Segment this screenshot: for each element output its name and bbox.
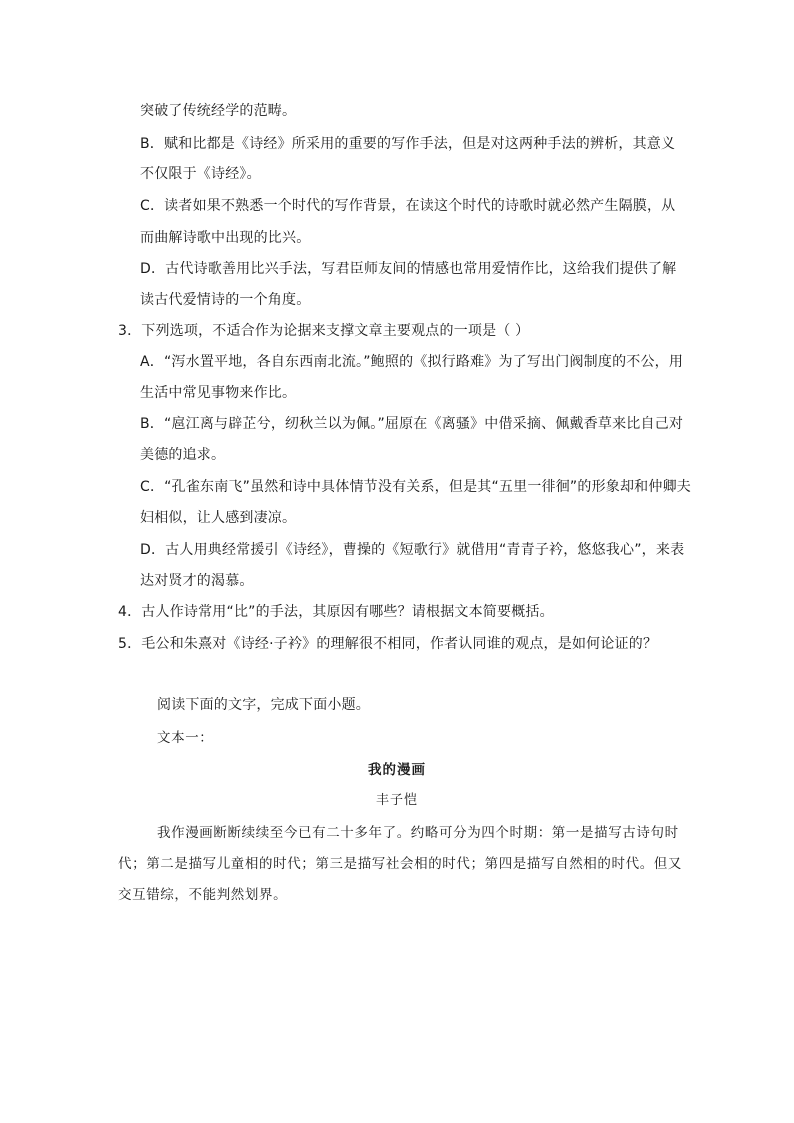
q3-option-c-line1: C．“孔雀东南飞”虽然和诗中具体情节没有关系，但是其“五里一徘徊”的形象却和仲卿夫 bbox=[140, 479, 691, 495]
q3-option-d-line1: D．古人用典经常援引《诗经》，曹操的《短歌行》就借用“青青子衿，悠悠我心”，来表 bbox=[140, 542, 685, 558]
q5-stem: 5．毛公和朱熹对《诗经·子衿》的理解很不相同，作者认同谁的观点，是如何论证的？ bbox=[118, 636, 658, 652]
q2-option-d-line1: D．古代诗歌善用比兴手法，写君臣师友间的情感也常用爱情作比，这给我们提供了解 bbox=[140, 261, 677, 277]
q3-stem: 3．下列选项，不适合作为论据来支撑文章主要观点的一项是（ ） bbox=[118, 323, 530, 339]
paragraph-line-2: 代；第二是描写儿童相的时代；第三是描写社会相的时代；第四是描写自然相的时代。但又 bbox=[118, 856, 682, 872]
text-label: 文本一： bbox=[157, 730, 214, 746]
article-author: 丰子恺 bbox=[375, 793, 418, 808]
reading-instruction: 阅读下面的文字，完成下面小题。 bbox=[157, 697, 370, 713]
q3-option-a-line2: 生活中常见事物来作比。 bbox=[140, 385, 297, 401]
q2-option-a-tail: 突破了传统经学的范畴。 bbox=[140, 103, 297, 119]
q2-option-c-line1: C．读者如果不熟悉一个时代的写作背景，在读这个时代的诗歌时就必然产生隔膜，从 bbox=[140, 198, 676, 214]
paragraph-line-1: 我作漫画断断续续至今已有二十多年了。约略可分为四个时期：第一是描写古诗句时 bbox=[157, 825, 679, 841]
q2-option-b-line2: 不仅限于《诗经》。 bbox=[140, 166, 261, 182]
q2-option-b-line1: B．赋和比都是《诗经》所采用的重要的写作手法，但是对这两种手法的辨析，其意义 bbox=[140, 136, 676, 152]
q2-option-c-line2: 而曲解诗歌中出现的比兴。 bbox=[140, 230, 311, 246]
q3-option-d-line2: 达对贤才的渴慕。 bbox=[140, 573, 254, 589]
q3-option-a-line1: A．“泻水置平地，各自东西南北流。”鲍照的《拟行路难》为了写出门阀制度的不公，用 bbox=[140, 354, 684, 370]
q3-option-b-line1: B．“扈江离与辟芷兮，纫秋兰以为佩。”屈原在《离骚》中借采摘、佩戴香草来比自己对 bbox=[140, 416, 684, 432]
q4-stem: 4．古人作诗常用“比”的手法，其原因有哪些？请根据文本简要概括。 bbox=[118, 604, 554, 620]
q2-option-d-line2: 读古代爱情诗的一个角度。 bbox=[140, 292, 311, 308]
q3-option-c-line2: 妇相似，让人感到凄凉。 bbox=[140, 510, 297, 526]
q3-option-b-line2: 美德的追求。 bbox=[140, 447, 226, 463]
article-title: 我的漫画 bbox=[368, 762, 426, 778]
paragraph-line-3: 交互错综，不能判然划界。 bbox=[118, 887, 288, 903]
